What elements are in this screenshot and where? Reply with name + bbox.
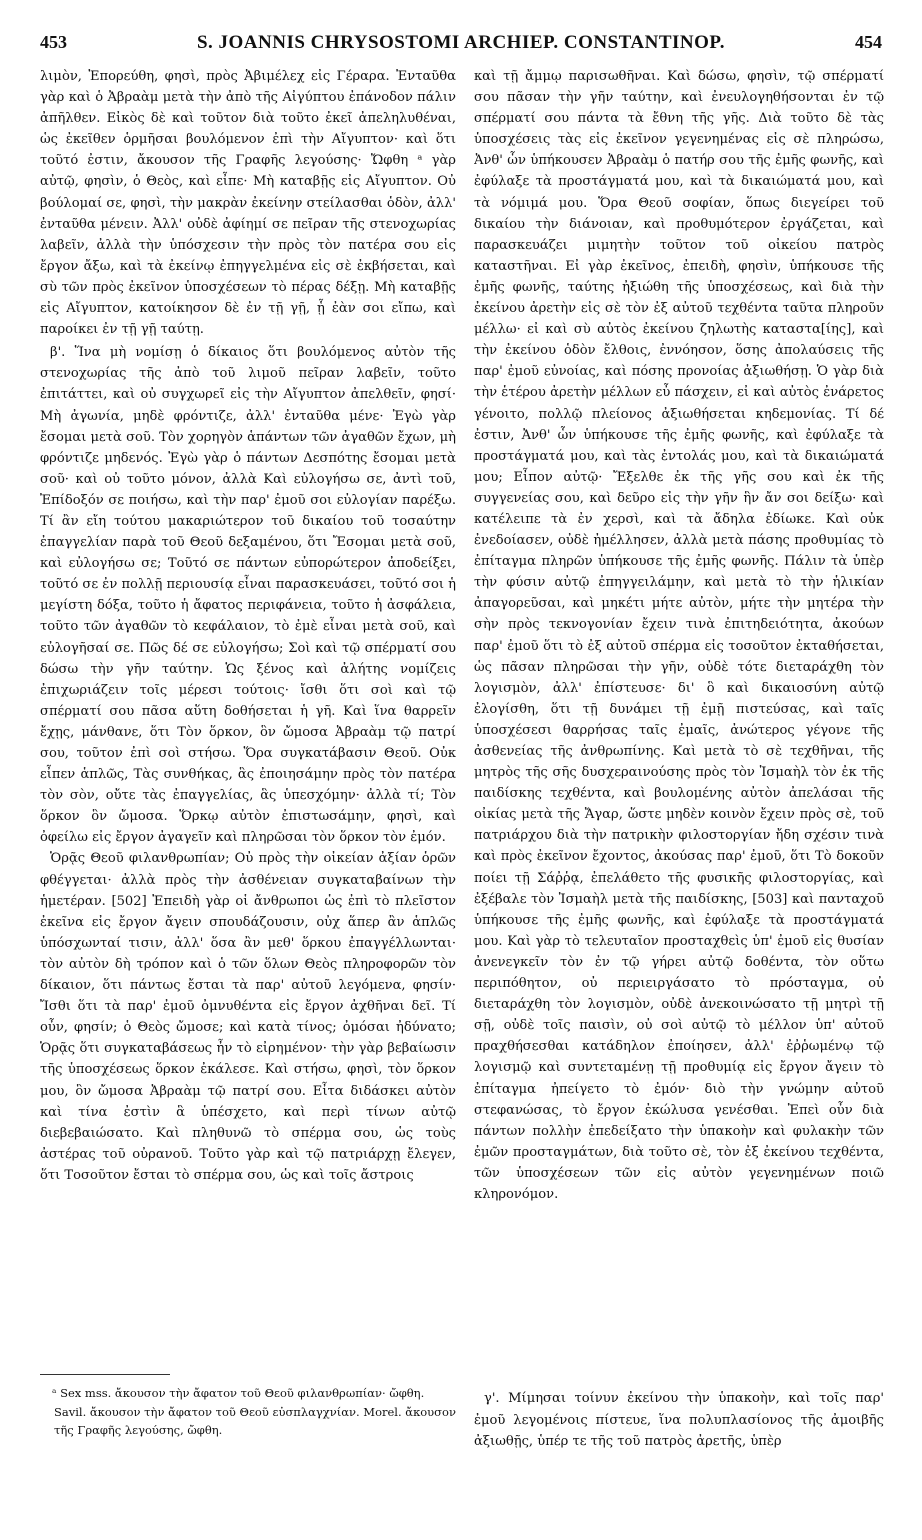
right-column xyxy=(474,66,884,1362)
running-title: S. JOANNIS CHRYSOSTOMI ARCHIEP. CONSTANTINOP. xyxy=(196,32,726,53)
left-column xyxy=(40,66,456,1362)
footnotes xyxy=(40,1384,456,1440)
running-head xyxy=(40,28,882,58)
footnote: ᵃ Sex mss. ἄκουσον τὴν ἄφατον τοῦ Θεοῦ φιλανθρωπίαν· ὤφθη. Savil. ἄκουσον τὴν ἄφατον τοῦ Θεοῦ εὐσπλαγχνίαν. Morel. ἄκουσον τῆς Γραφῆς λεγούσης, ὤφθη. xyxy=(52,1386,456,1437)
paragraph: καὶ τῇ ἄμμῳ παρισωθῆναι. Καὶ δώσω, φησὶν, τῷ σπέρματί σου πᾶσαν τὴν γῆν ταύτην, καὶ ἐνευλογηθήσονται ἐν τῷ σπέρματί σου πάντα τὰ ἔθνη τῆς γῆς. Διὰ τοῦτο δὲ τὰς ὑποσχέσεις τὰς εἰς ἐκεῖνον γεγενημένας εἰς σὲ πληρώσω, Ἀνθ' ὧν ὑπήκουσεν Ἀβραὰμ ὁ πατήρ σου τῆς ἐμῆς φωνῆς, καὶ ἐφύλαξε τὰ προστάγματά μου, καὶ τὰ δικαιώματά μου, καὶ τὰ νόμιμά μου. Ὅρα Θεοῦ σοφίαν, ὅπως διεγείρει τοῦ δικαίου τὴν διάνοιαν, καὶ προθυμότερον ἐργάζεται, καὶ παρασκευάζει μιμητὴν τοῦτον τοῦ οἰκείου πατρὸς καταστῆναι. Εἰ γὰρ ἐκεῖνος, ἐπειδὴ, φησὶν, ὑπήκουσε τῆς ἐμῆς φωνῆς, ταύτης ἠξιώθη τῆς ὑποσχέσεως, καὶ διὰ τὴν ἐκείνου ἀρετὴν εἰς σὲ τὸν ἐξ αὐτοῦ τεχθέντα ταῦτα πληροῦν μέλλω· εἰ καὶ σὺ αὐτὸς ἐκείνου ζηλωτὴς καταστα[ίης], καὶ τὴν ἐκείνου ὁδὸν ἔλθοις, ἐννόησον, ὅσης ἀπολαύσεις τῆς παρ' ἐμοῦ εὐνοίας, καὶ πόσης προνοίας ἀξιωθήσῃ. Ὁ γὰρ διὰ τὴν ἑτέρου ἀρετὴν μέλλων εὖ πάσχειν, εἰ καὶ αὐτὸς ἐνάρετος γένοιτο, πολλῷ πλείονος ἀξιωθήσεται κηδεμονίας. Τί δέ ἐστιν, Ἀνθ' ὧν ὑπήκουσε τῆς ἐμῆς φωνῆς, καὶ ἐφύλαξε τὰ προστάγματά μου, καὶ τὰς ἐντολάς μου, καὶ τὰ δικαιώματά μου; Εἶπον αὐτῷ· Ἔξελθε ἐκ τῆς γῆς σου καὶ ἐκ τῆς συγγενείας σου, καὶ δεῦρο εἰς τὴν γῆν ἣν ἄν σοι δείξω· καὶ κατέλειπε τὰ ἐν χερσὶ, καὶ τὰ ἄδηλα ἐδίωκε. Καὶ οὐκ ἐνεδοίασεν, οὐδὲ ἠμέλλησεν, ἀλλὰ μετὰ πάσης προθυμίας τὸ ἐπίταγμα πληρῶν ὑπήκουσε τῆς ἐμῆς φωνῆς. Πάλιν τὰ ὑπὲρ τὴν φύσιν αὐτῷ ἐπηγγειλάμην, καὶ μετὰ τὸ τὴν ἡλικίαν ἀπαγορεῦσαι, καὶ μηκέτι μήτε αὐτὸν, μήτε τὴν μητέρα τὴν σὴν πρὸς τεκνογονίαν ἔχειν τινὰ ἐπιτηδειότητα, ἀκούων παρ' ἐμοῦ ὅτι τὸ ἐξ αὐτοῦ σπέρμα εἰς τοσοῦτον ἐκταθήσεται, ὡς πᾶσαν πληρῶσαι τὴν γῆν, οὐδὲ τότε διεταράχθη τὸν λογισμὸν, ἀλλ' ἐπίστευσε· δι' ὃ καὶ δικαιοσύνη αὐτῷ ἐλογίσθη, ὅτι τῇ δυνάμει τῇ ἐμῇ πιστεύσας, καὶ ταῖς ὑποσχέσεσι θαρρήσας ταῖς ἐμαῖς, ἀνώτερος γέγονε τῆς ἀσθενείας τῆς ἀνθρωπίνης. Καὶ μετὰ τὸ σὲ τεχθῆναι, τῆς μητρὸς τῆς σῆς δυσχεραινούσης πρὸς τὸν Ἰσμαὴλ τὸν ἐκ τῆς παιδίσκης τεχθέντα, καὶ βουλομένης αὐτὸν ἀπελάσαι τῆς οἰκίας μετὰ τῆς Ἄγαρ, ὥστε μηδὲν κοινὸν ἔχειν πρὸς σὲ, τοῦ πατριάρχου διὰ τὴν πατρικὴν φιλοστοργίαν ἤδη σχέσιν τινὰ καὶ πρὸς ἐκεῖνον ἔχοντος, ἀκούσας παρ' ἐμοῦ, ὅτι Τὸ δοκοῦν ποίει τῇ Σάῤῥᾳ, ἐπελάθετο τῆς φυσικῆς φιλοστοργίας, καὶ ἐξέβαλε τὸν Ἰσμαὴλ μετὰ τῆς παιδίσκης, [503] καὶ πανταχοῦ ὑπήκουσε τῆς ἐμῆς φωνῆς, καὶ ἐφύλαξε τὰ προστάγματά μου. Καὶ γὰρ τὸ τελευταῖον προσταχθεὶς ὑπ' ἐμοῦ εἰς θυσίαν ἀνενεγκεῖν τὸν ἐν τῷ γήρει αὐτῷ δοθέντα, τὸν οὕτω περιπόθητον, οὐ περιειργάσατο τὸ πρόσταγμα, οὐ διεταράχθη τὸν λογισμὸν, οὐδὲ ἀνεκοινώσατο τῇ μητρὶ τῇ σῇ, οὐδὲ τοῖς παισὶν, οὐ σοὶ αὐτῷ τὸ μέλλον ὑπ' αὐτοῦ πραχθήσεσθαι κατάδηλον ἐποίησεν, ἀλλ' ἐῤῥωμένῳ τῷ λογισμῷ καὶ συντεταμένῃ τῇ προθυμίᾳ εἰς ἔργον ἄγειν τὸ ἐπίταγμα ἠπείγετο τὸ ἐμόν· διὸ τὴν γνώμην αὐτοῦ στεφανώσας, τὸ ἔργον ἐκώλυσα γενέσθαι. Ἐπεὶ οὖν διὰ πάντων πολλὴν ἐπεδείξατο τὴν ὑπακοὴν καὶ φυλακὴν τῶν ἐμῶν προσταγμάτων, διὰ τοῦτο σὲ, τὸν ἐξ ἐκείνου τεχθέντα, τῶν ὑποσχέσεων τῶν εἰς αὐτὸν γεγενημένων ποιῶ κληρονόμον. xyxy=(474,69,884,1202)
paragraph: β'. Ἵνα μὴ νομίσῃ ὁ δίκαιος ὅτι βουλόμενος αὐτὸν τῆς στενοχωρίας τῆς ἀπὸ τοῦ λιμοῦ πεῖραν λαβεῖν, τοῦτο ἐπιτάττει, καὶ οὐ συγχωρεῖ εἰς τὴν Αἴγυπτον ἀπελθεῖν, φησί· Μὴ ἀγωνία, μηδὲ φρόντιζε, ἀλλ' ἐνταῦθα μένε· Ἐγὼ γὰρ ἔσομαι μετὰ σοῦ. Τὸν χορηγὸν ἁπάντων τῶν ἀγαθῶν ἔχων, μὴ φρόντιζε μηδενός. Ἐγὼ γὰρ ὁ πάντων Δεσπότης ἔσομαι μετὰ σοῦ· καὶ οὐ τοῦτο μόνον, ἀλλὰ Καὶ εὐλογήσω σε, ἀντὶ τοῦ, Ἐπίδοξόν σε ποιήσω, καὶ τὴν παρ' ἐμοῦ σοι εὐλογίαν παρέξω. Τί ἂν εἴη τούτου μακαριώτερον τοῦ δικαίου τοῦ τοσαύτην ἐπαγγελίαν παρὰ τοῦ Θεοῦ δεξαμένου, ὅτι Ἔσομαι μετὰ σοῦ, καὶ εὐλογήσω σε; Τοῦτό σε πάντων εὐπορώτερον ἀποδείξει, τοῦτό σε ἐν πολλῇ περιουσίᾳ εἶναι παρασκευάσει, τοῦτό σοι ἡ μεγίστη δόξα, τοῦτο ἡ ἄφατος περιφάνεια, τοῦτο ἡ ἀσφάλεια, τοῦτο τῶν ἀγαθῶν τὸ κεφάλαιον, τὸ ἐμὲ εἶναι μετὰ σοῦ, καὶ εὐλογῆσαί σε. Πῶς δέ σε εὐλογήσω; Σοὶ καὶ τῷ σπέρματί σου δώσω τὴν γῆν ταύτην. Ὡς ξένος καὶ ἀλήτης νομίζεις ἐπιχωριάζειν τοῖς μέρεσι τούτοις· ἴσθι ὅτι σοὶ καὶ τῷ σπέρματί σου πᾶσα αὕτη δοθήσεται ἡ γῆ. Καὶ ἵνα θαρρεῖν ἔχῃς, μάνθανε, ὅτι Τὸν ὅρκον, ὃν ὤμοσα Ἀβραὰμ τῷ πατρί σου, τοῦτον ἐπὶ σοὶ στήσω. Ὅρα συγκατάβασιν Θεοῦ. Οὐκ εἶπεν ἁπλῶς, Τὰς συνθήκας, ἃς ἐποιησάμην πρὸς τὸν πατέρα τὸν σὸν, οὔτε τὰς ἐπαγγελίας, ἃς ὑπεσχόμην· ἀλλὰ τί; Τὸν ὅρκον ὃν ὤμοσα. Ὅρκῳ αὐτὸν ἐπιστωσάμην, φησὶ, καὶ ὀφείλω εἰς ἔργον ἀγαγεῖν καὶ πληρῶσαι τὸν ὅρκον τὸν ἐμόν. xyxy=(40,345,456,846)
paragraph: γ'. Μίμησαι τοίνυν ἐκείνου τὴν ὑπακοὴν, καὶ τοῖς παρ' ἐμοῦ λεγομένοις πίστευε, ἵνα πολυπλασίονος τῆς ἀμοιβῆς ἀξιωθῇς, ὑπέρ τε τῆς τοῦ πατρὸς ἀρετῆς, ὑπὲρ xyxy=(474,1391,884,1449)
paragraph: Ὁρᾷς Θεοῦ φιλανθρωπίαν; Οὐ πρὸς τὴν οἰκείαν ἀξίαν ὁρῶν φθέγγεται· ἀλλὰ πρὸς τὴν ἀσθένειαν συγκαταβαίνων τὴν ἡμετέραν. [502] Ἐπειδὴ γὰρ οἱ ἄνθρωποι ὡς ἐπὶ τὸ πλεῖστον ἐκεῖνα εἰς ἔργον ἄγειν σπουδάζουσιν, οὐχ ἅπερ ἂν ἁπλῶς ὑπόσχωνταί τισιν, ἀλλ' ὅσα ἂν μεθ' ὅρκου ἐπαγγέλλωνται· τὸν αὐτὸν δὴ τρόπον καὶ ὁ τῶν ὅλων Θεὸς πληροφορῶν τὸν δίκαιον, ὅτι πάντως ἔσται τὰ παρ' αὐτοῦ λεγόμενα, φησίν· Ἴσθι ὅτι τὰ παρ' ἐμοῦ ὀμνυθέντα εἰς ἔργον ἀχθῆναι δεῖ. Τί οὖν, φησίν; ὁ Θεὸς ὤμοσε; καὶ κατὰ τίνος; ὀμόσαι ἠδύνατο; Ὁρᾷς ὅτι συγκαταβάσεως ἦν τὸ εἰρημένον· τὴν γὰρ βεβαίωσιν τῆς ὑποσχέσεως ὅρκον ἐκάλεσε. Καὶ στήσω, φησὶ, τὸν ὅρκον μου, ὃν ὤμοσα Ἀβραὰμ τῷ πατρί σου. Εἶτα διδάσκει αὐτὸν καὶ τίνα ἐστὶν ἃ ὑπέσχετο, καὶ περὶ τίνων αὐτῷ διεβεβαιώσατο. Καὶ πληθυνῶ τὸ σπέρμα σου, ὡς τοὺς ἀστέρας τοῦ οὐρανοῦ. Τοῦτο γὰρ καὶ τῷ πατριάρχῃ ἔλεγεν, ὅτι Τοσοῦτον ἔσται τὸ σπέρμα σου, ὡς καὶ τοῖς ἄστροις xyxy=(40,851,456,1183)
paragraph: λιμὸν, Ἐπορεύθη, φησὶ, πρὸς Ἀβιμέλεχ εἰς Γέραρα. Ἐνταῦθα γὰρ καὶ ὁ Ἀβραὰμ μετὰ τὴν ἀπὸ τῆς Αἰγύπτου ἐπάνοδον πάλιν ἀπῆλθεν. Εἰκὸς δὲ καὶ τοῦτον διὰ τοῦτο ἐκεῖ ἀπεληλυθέναι, ὡς ἐκεῖθεν ὁρμῆσαι βουλόμενον ἐπὶ τὴν Αἴγυπτον· καὶ ὅτι τοῦτό ἐστιν, ἄκουσον τῆς Γραφῆς λεγούσης· Ὤφθη ᵃ γὰρ αὐτῷ, φησὶν, ὁ Θεὸς, καὶ εἶπε· Μὴ καταβῇς εἰς Αἴγυπτον. Οὐ βούλομαί σε, φησὶ, τὴν μακρὰν ἐκείνην στείλασθαι ὁδὸν, ἀλλ' ἐνταῦθα μένειν. Ἀλλ' οὐδὲ ἀφίημί σε πεῖραν τῆς στενοχωρίας λαβεῖν, ἀλλὰ τὴν ὑπόσχεσιν τὴν πρὸς τὸν πατέρα σου εἰς ἔργον ἄξω, καὶ τὰ ἐκείνῳ ἐπηγγελμένα εἰς σὲ ἐκβήσεται, καὶ σὺ τῶν πρὸς ἐκεῖνον ὑποσχέσεων τὸ πέρας δέξῃ. Μὴ καταβῇς εἰς Αἴγυπτον, κατοίκησον δὲ ἐν τῇ γῇ, ᾗ ἐὰν σοι εἴπω, καὶ παροίκει ἐν τῇ γῇ ταύτῃ. xyxy=(40,69,456,338)
page-number-left: 453 xyxy=(40,32,67,52)
right-column-section xyxy=(474,1388,884,1453)
page-number-right: 454 xyxy=(855,32,882,52)
footnote-rule xyxy=(40,1374,170,1375)
